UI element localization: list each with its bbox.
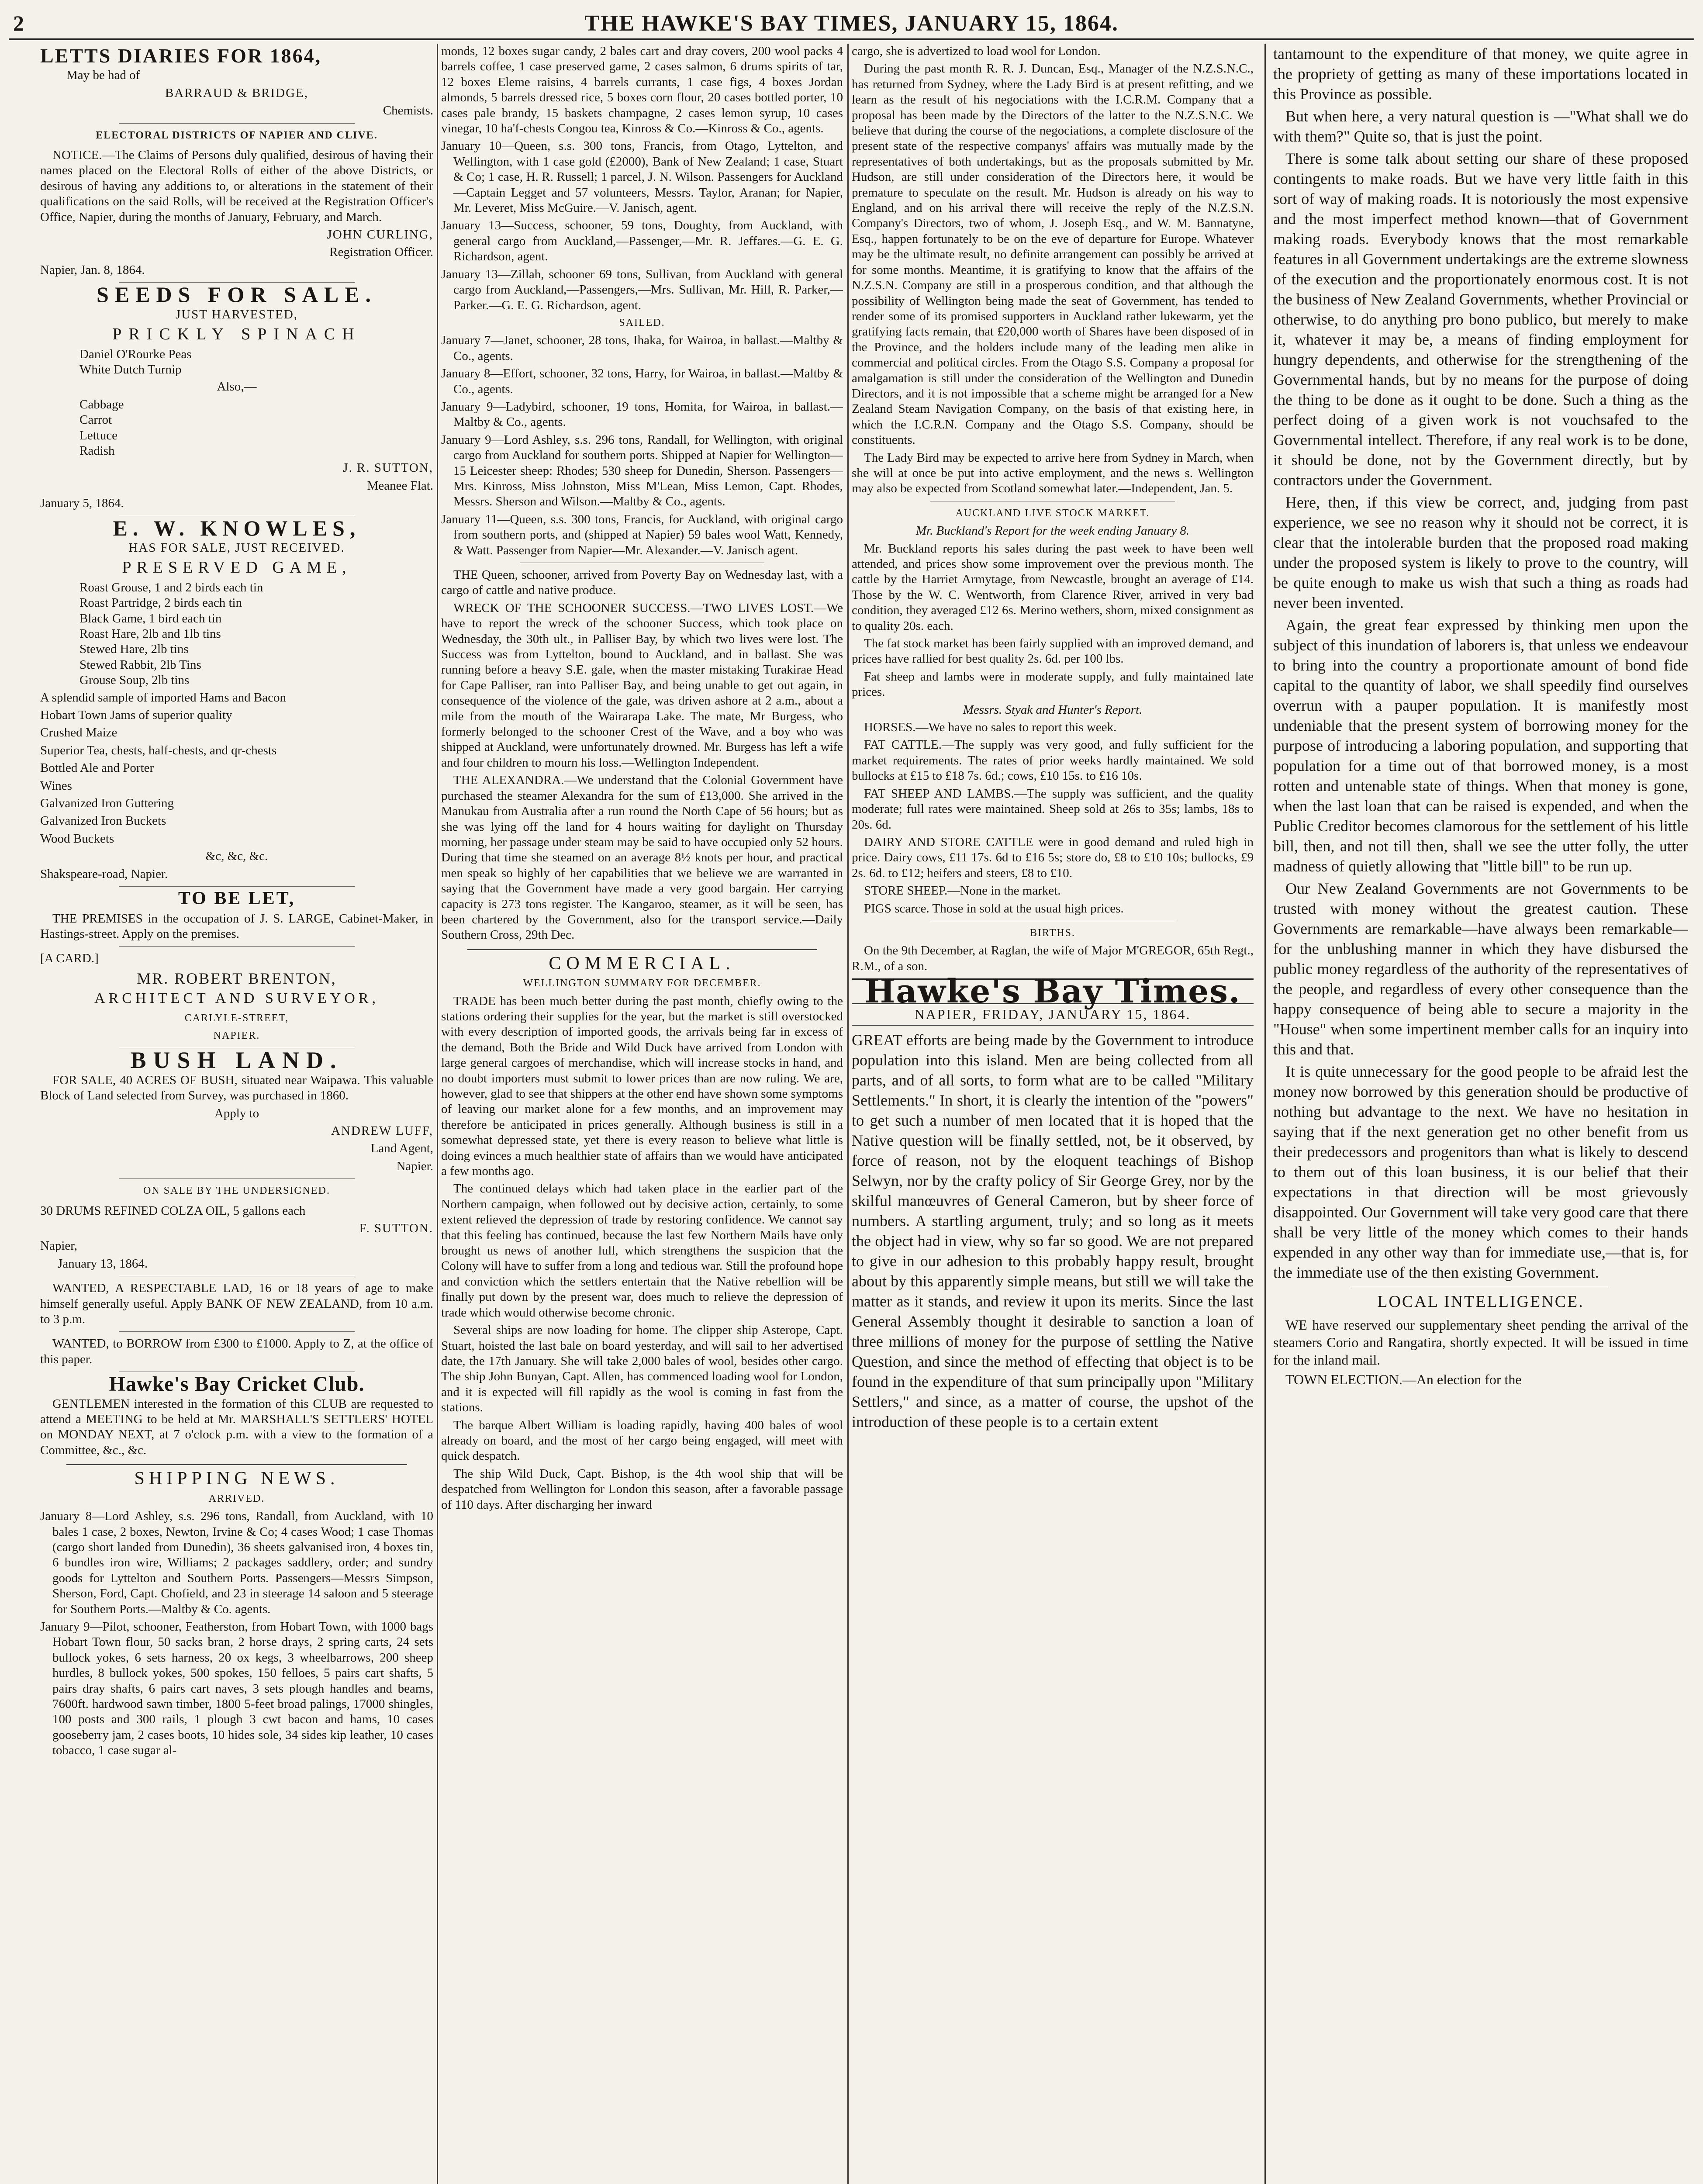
advert-text: HAS FOR SALE, JUST RECEIVED. — [128, 540, 345, 555]
advert-text: JUST HARVESTED, — [175, 307, 298, 321]
shipping-entry: January 9—Lord Ashley, s.s. 296 tons, Randall, for Wellington, with original cargo from Auckland for southern ports. Shipped at Napier for Wellington—15 Leicester sheep: Rhodes; 530 sheep for Dunedin, Sherson. Passengers—Mrs. Kinross, Miss Johnston, Miss M'Lean, Miss Lemon, Capt. Rhodes, Messrs. Sherson and Wilson.—Maltby & Co., agents. — [441, 432, 843, 509]
electoral-notice — [40, 128, 433, 278]
list-item: Roast Grouse, 1 and 2 birds each tin — [79, 580, 263, 594]
advert-text: Meanee Flat. — [367, 478, 433, 493]
column-rule — [847, 44, 849, 2184]
advert-text: 30 DRUMS REFINED COLZA OIL, 5 gallons each — [40, 1203, 306, 1218]
knowles-advert — [40, 515, 433, 882]
shipping-news — [40, 1471, 433, 1758]
births-notice — [852, 926, 1254, 974]
news-paragraph: The ship Wild Duck, Capt. Bishop, is the 4th wool ship that will be despatched from Wellington for London this season, after a favorable passage of 110 days. After discharging her inward — [441, 1466, 843, 1512]
shipping-entry: January 11—Queen, s.s. 300 tons, Francis, for Auckland, with original cargo from southern ports, and (shipped at Napier) 59 bales wool Watt, Kennedy, & Watt. Passenger from Napier—Mr. Alexander.—V. Janisch agent. — [441, 512, 843, 557]
column-1 — [40, 44, 433, 2184]
news-paragraph: On the 9th December, at Raglan, the wife of Major M'GREGOR, 65th Regt., R.M., of a son. — [852, 943, 1254, 973]
separator — [119, 946, 355, 947]
advert-text: Napier, — [40, 1239, 77, 1253]
news-paragraph: The Lady Bird may be expected to arrive here from Sydney in March, when she will at once be put into active employment, and the news s. Wellington may also be expected from Scotland somewhat later.—Independent, Jan. 5. — [852, 450, 1254, 496]
column-2 — [441, 44, 843, 2184]
list-item: Cabbage — [79, 397, 124, 411]
seeds-advert — [40, 282, 433, 511]
advert-text: BARRAUD & BRIDGE, — [165, 86, 309, 100]
news-paragraph: Fat sheep and lambs were in moderate supply, and fully maintained late prices. — [852, 669, 1254, 699]
section-heading: BIRTHS. — [1030, 927, 1075, 939]
list-item: Roast Partridge, 2 birds each tin — [79, 596, 242, 610]
list-item: Wines — [40, 778, 72, 793]
news-paragraph: PIGS scarce. Those in sold at the usual high prices. — [864, 901, 1124, 916]
page-masthead — [9, 8, 1694, 40]
news-paragraph: Our New Zealand Governments are not Governments to be trusted with money without the greatest caution. These Governments are remarkable—have always been remarkable—for the unblushing manner in which they have disbursed the public money regardless of the authority of the representatives of the people, and regardless of every other consequence than the happy consequence of being able to secure a majority in the "House" when some impertinent member calls for an inquiry into this and that. — [1273, 880, 1688, 1058]
advert-heading: LETTS DIARIES FOR 1864, — [40, 45, 322, 67]
column-4 — [1273, 44, 1688, 2184]
advert-text: Chemists. — [383, 104, 433, 118]
advert-heading: SEEDS FOR SALE. — [96, 282, 377, 307]
commercial-section — [441, 953, 843, 1513]
cricket-club-advert — [40, 1372, 433, 1458]
list-item: Hobart Town Jams of superior quality — [40, 708, 232, 722]
subheading: ARRIVED. — [208, 1493, 265, 1504]
news-paragraph: Here, then, if this view be correct, and, judging from past experience, we see no reason why it should not be correct, it is clear that the intolerable burden that the proposed road making under the proposed system is likely to prove to the country, will be quite enough to make us wish that such a thing as roads had never been invented. — [1273, 494, 1688, 612]
news-paragraph: During the past month R. R. J. Duncan, Esq., Manager of the N.Z.S.N.C., has returned from Sydney, where the Lady Bird is at present refitting, and we learn as the result of his negociations with the I.C.R.M. Company that a proposal has been made by the Directors of the latter to the N.Z.S.N.C. We believe that during the course of the negociations, a complete disclosure of the present state of the respective companys' affairs was mutually made by the representatives of both undertakings, but as the proposals submitted by Mr. Hudson, are still under consideration of the Directors here, it would be premature to speculate on the result. Mr. Hudson is already on his way to England, and on his arrival there will receive the reply of the N.Z.S.N. Company's Directors, two of whom, J. Joseph Esq., and W. M. Bannatyne, Esq., happen fortunately to be on the eve of departure for Europe. Whatever may be the ultimate result, no definite arrangement can possibly be arrived at for some months. Meantime, it is gratifying to know that the affairs of the N.Z.S.N. Company are still in a prosperous condition, and that although the possibility of Wellington being made the seat of Government, has tended to render some of its promised supporters in Auckland rather lukewarm, yet the gratifying facts remain, that £20,000 worth of Shares have been disposed of in the Province, and the holders include many of the leading men alike in commercial and political circles. From the Otago S.S. Company a proposal for amalgamation is still under the consideration of the Wellington and Dunedin Directors, and it is not impossible that a scheme might be arranged for a New Zealand Steam Navigation Company, on the basis of that existing here, in which the I.C.R.N. Company and the Otago S.S. Company, should be constituents. — [852, 62, 1254, 447]
page-number: 2 — [13, 11, 24, 35]
news-paragraph: DAIRY AND STORE CATTLE were in good demand and ruled high in price. Dairy cows, £11 17s. 6d to £16 5s; store do, £8 to £10 10s; bullocks, £9 2s. 6d. to £12; heifers and steers, £8 to £10. — [852, 835, 1254, 880]
news-paragraph: The continued delays which had taken place in the earlier part of the Northern campaign, when followed out by decisive action, certainly, to some extent relieved the depression of trade by restoring confidence. We cannot say that this feeling has continued, because the last few Northern Mails have only brought us news of another lull, which strengthens the suspicion that the Colony will have to suffer from a long and tedious war. Still the profound hope and conviction which the settlers entertain that the Native rebellion will be finally put down by the present war, does much to relieve the depression of trade which would otherwise become chronic. — [441, 1182, 843, 1320]
subheading: WELLINGTON SUMMARY FOR DECEMBER. — [523, 978, 761, 989]
advert-signer: ANDREW LUFF, — [331, 1123, 433, 1138]
news-paragraph: It is quite unnecessary for the good people to be afraid lest the money now borrowed by this generation should be productive of nothing but advantage to the next. We have no hesitation in saying that if the next generation get no other benefit from us their predecessors and progenitors than what is likely to descend to them out of this loan business, it is our belief that their expectations in that direction will be most grievously disappointed. Our Government will take very good care that there shall be very little of the money which comes to their hands expended in any other way than for immediate use,—that is, for the immediate use of the then existing Government. — [1273, 1063, 1688, 1281]
colza-oil-advert — [40, 1183, 433, 1272]
news-paragraph: WE have reserved our supplementary sheet pending the arrival of the steamers Corio and Rangatira, shortly expected. It will be issued in time for the inland mail. — [1273, 1317, 1688, 1368]
brenton-card — [40, 951, 433, 1044]
list-item: Roast Hare, 2lb and 1lb tins — [79, 627, 221, 641]
news-paragraph: There is some talk about setting our share of these proposed contingents to make roads. But we have very little faith in this sort of way of making roads. It is notoriously the most expensive and the most imperfect method known—that of Government making roads. Everybody knows that the most remarkable features in all Government undertakings are the extreme slowness of the execution and the proportionately enormous cost. It is not the business of New Zealand Governments, whether Provincial or otherwise, to do anything pro bono publico, but merely to make it, whatever it may be, a means of finding employment for hungry dependents, and otherwise for the strengthening of the Governmental hands, but by no means for the purpose of doing the thing to be done as it ought to be done. Such a thing as the perfect doing of a given work is not vouchsafed to the Governmental intellect. Therefore, if any real work is to be done, it should be done, not by the Government directly, but by contractors under the Government. — [1273, 150, 1688, 489]
wanted-borrow-advert: WANTED, to BORROW from £300 to £1000. Apply to Z, at the office of this paper. — [40, 1337, 433, 1366]
to-let-advert — [40, 888, 433, 942]
news-paragraph: Mr. Buckland reports his sales during the past week to have been well attended, and prices show some improvement over the previous month. The cattle by the Harriet Armytage, from Newcastle, brought an average of £14. Those by the W. C. Wentworth, from Clarence River, arrived in very bad condition, they averaged £12 6s. Merino wethers, shorn, mixed consignment as to quality 20s. each. — [852, 541, 1254, 633]
news-paragraph: Again, the great fear expressed by thinking men upon the subject of this inundation of laborers is, that unless we endeavour to bring into the country a proportionate amount of bond fide capital to the quantity of labor, we shall speedily find ourselves overrun with a pauper population. It is manifestly most undeniable that the present system of borrowing money for the purpose of introducing a laboring population, and supporting that population for a time out of that borrowed money, is a most rotten and untenable state of things. When that money is gone, when the last loan that can be raised is expended, and when the Public Creditor becomes clamorous for the settlement of his little bill, then, and not till then, shall we see the utter folly, the utter madness of quietly allowing that "little bill" to be run up. — [1273, 616, 1688, 875]
local-intelligence — [1273, 1292, 1688, 1388]
list-item: Daniel O'Rourke Peas — [79, 347, 192, 361]
shipping-entry: January 13—Zillah, schooner 69 tons, Sullivan, from Auckland with general cargo from Auckland,—Passengers,—Mrs. Sullivan, Mr. Hill, R. Parker,—Parker.—G. E. G. Richardson, agent. — [441, 267, 843, 312]
list-item: Shakspeare-road, Napier. — [40, 867, 168, 881]
news-paragraph: Several ships are now loading for home. The clipper ship Asterope, Capt. Stuart, hoisted the last bale on board yesterday, and will sail to her advertised date, the 17th January. She will take 2,000 bales of wool, besides other cargo. The ship John Bunyan, Capt. Allen, has commenced loading wool for London, and it is expected will fill rapidly as the wool is coming in fast from the stations. — [441, 1323, 843, 1415]
advert-date: January 5, 1864. — [40, 496, 124, 511]
leading-article — [852, 1030, 1254, 1432]
subheading: Messrs. Styak and Hunter's Report. — [963, 702, 1143, 717]
advert-signer: JOHN CURLING, — [327, 228, 433, 242]
separator — [119, 1178, 355, 1179]
list-item: Bottled Ale and Porter — [40, 761, 154, 775]
list-item: Wood Buckets — [40, 831, 114, 846]
advert-text: FOR SALE, 40 ACRES OF BUSH, situated near Waipawa. This valuable Block of Land selected from Survey, was purchased in 1860. — [40, 1073, 433, 1103]
section-heading: LOCAL INTELLIGENCE. — [1377, 1292, 1584, 1311]
news-paragraph: TOWN ELECTION.—An election for the — [1285, 1372, 1522, 1387]
section-heading: AUCKLAND LIVE STOCK MARKET. — [955, 507, 1150, 519]
advert-heading: E. W. KNOWLES, — [113, 515, 361, 540]
advert-text: [A CARD.] — [40, 951, 99, 966]
advert-signer: F. SUTTON. — [359, 1221, 433, 1235]
shipping-entry: January 7—Janet, schooner, 28 tons, Ihaka, for Wairoa, in ballast.—Maltby & Co., agents. — [441, 333, 843, 363]
advert-text: May be had of — [66, 68, 140, 83]
newspaper-title-line: THE HAWKE'S BAY TIMES, JANUARY 15, 1864. — [584, 11, 1119, 36]
advert-text: NOTICE.—The Claims of Persons duly qualified, desirous of having their names placed on the Electoral Rolls of either of the above Districts, or desirous of having any additions to, or alterations in the statement of their qualifications on the said Rolls, will be received at the Registration Officer's Office, Napier, during the months of January, February, and March. — [40, 148, 433, 224]
advert-text: Land Agent, — [370, 1141, 433, 1156]
issue-dateline: NAPIER, FRIDAY, JANUARY 15, 1864. — [852, 1003, 1254, 1026]
list-item: Black Game, 1 bird each tin — [79, 611, 222, 625]
news-paragraph: HORSES.—We have no sales to report this week. — [864, 720, 1117, 735]
livestock-market — [852, 506, 1254, 916]
letts-advert — [40, 45, 433, 119]
subheading: SAILED. — [619, 317, 665, 328]
advert-text: Also,— — [217, 380, 257, 394]
advert-heading: MR. ROBERT BRENTON, — [137, 969, 337, 987]
separator — [119, 123, 355, 124]
news-paragraph: FAT CATTLE.—The supply was very good, and fully sufficient for the market requirements. The rates of prior weeks hardly maintained. We sold bullocks at £15 to £18 7s. 6d.; cows, £10 15s. to £16 10s. — [852, 738, 1254, 783]
advert-heading: ELECTORAL DISTRICTS OF NAPIER AND CLIVE. — [96, 129, 378, 141]
news-paragraph: FAT SHEEP AND LAMBS.—The supply was sufficient, and the quality moderate; full rates were maintained. Sheep sold at 26s to 35s; lambs, 18s to 20s. 6d. — [852, 786, 1254, 832]
column-rule — [1264, 44, 1266, 2184]
advert-date: Napier, Jan. 8, 1864. — [40, 263, 145, 277]
separator — [119, 1331, 355, 1332]
list-item: Stewed Rabbit, 2lb Tins — [79, 657, 201, 672]
separator — [119, 886, 355, 887]
shipping-entry: January 13—Success, schooner, 59 tons, Doughty, from Auckland, with general cargo from Auckland,—Passenger,—Mr. R. Jeffares.—G. E. G. Richardson, agent. — [441, 218, 843, 264]
advert-heading: Hawke's Bay Cricket Club. — [109, 1372, 365, 1396]
shipping-entry: January 9—Pilot, schooner, Featherston, from Hobart Town, with 1000 bags Hobart Town flour, 50 sacks bran, 2 horse drays, 2 spring carts, 24 sets bullock yokes, 6 sets harness, 20 ox kegs, 3 wheelbarrows, 200 sheep hurdles, 8 bullock yokes, 500 spokes, 150 felloes, 5 pairs cart shafts, 5 pairs dray shafts, 6 pairs cart naves, 3 sets plough handles and beams, 7600ft. hardwood sawn timber, 1800 5-feet broad palings, 17000 shingles, 100 posts and 300 rails, 1 plough 3 cwt bacon and hams, 10 cases gooseberry jam, 2 cases boots, 10 hides sole, 34 sides kip leather, 10 cases tobacco, 1 case sugar al- — [40, 1619, 433, 1758]
list-item: Galvanized Iron Buckets — [40, 814, 166, 828]
list-item: A splendid sample of imported Hams and Bacon — [40, 690, 286, 705]
shipping-entry: January 8—Lord Ashley, s.s. 296 tons, Randall, from Auckland, with 10 bales 1 case, 2 boxes, Newton, Irvine & Co; 4 cases Wood; 1 case Thomas (cargo short landed from Dunedin), 36 sheets galvanised iron, 4 boxes tin, 6 bundles iron wire, Williams; 2 packages saddlery, order; and sundry goods for Lyttelton and Southern Ports. Passengers—Messrs Simpson, Sherson, Ford, Capt. Chofield, and 23 in steerage 14 saloon and 5 steerage for Southern Ports.—Maltby & Co. agents. — [40, 1509, 433, 1616]
advert-text: PRESERVED GAME, — [122, 558, 352, 577]
news-paragraph: THE Queen, schooner, arrived from Poverty Bay on Wednesday last, with a cargo of cattle and native produce. — [441, 568, 843, 598]
separator — [467, 949, 817, 950]
news-paragraph: WRECK OF THE SCHOONER SUCCESS.—TWO LIVES LOST.—We have to report the wreck of the schooner Success, which took place on Wednesday, the 30th ult., in Palliser Bay, by which two lives were lost. The Success was from Lyttelton, bound to Auckland, and in ballast. She was running before a heavy S.E. gale, when the master mistaking Turakirae Head for Cape Palliser, ran into Palliser Bay, and being unable to get out again, in consequence of the violence of the gale, was driven ashore at 2 a.m., about a mile from the mouth of the Wairarapa Lake. The mate, Mr Burgess, who formerly belonged to the schooner Crest of the Wave, and a boy who was shipped at Auckland, were unfortunately drowned. Mr. Burgess has left a wife and four children to mourn his loss.—Wellington Independent. — [441, 601, 843, 770]
section-heading: COMMERCIAL. — [549, 953, 736, 974]
bush-land-advert — [40, 1047, 433, 1174]
list-item: Carrot — [79, 413, 112, 427]
advert-text: NAPIER. — [213, 1030, 260, 1041]
news-paragraph: But when here, a very natural question is —"What shall we do with them?" Quite so, that is just the point. — [1273, 107, 1688, 145]
list-item: Crushed Maize — [40, 726, 117, 740]
advert-heading: TO BE LET, — [178, 888, 296, 909]
newspaper-nameplate: Hawke's Bay Times. — [864, 973, 1241, 1011]
advert-text: GENTLEMEN interested in the formation of this CLUB are requested to attend a MEETING to be held at Mr. MARSHALL'S SETTLERS' HOTEL on MONDAY NEXT, at 7 o'clock p.m. with a view to the formation of a Committee, &c., &c. — [40, 1396, 433, 1457]
list-item: &c, &c, &c. — [205, 849, 268, 864]
column-3 — [852, 44, 1254, 2184]
advert-text: CARLYLE-STREET, — [184, 1012, 289, 1024]
advert-text: Apply to — [214, 1106, 259, 1120]
shipping-entry: January 8—Effort, schooner, 32 tons, Harry, for Wairoa, in ballast.—Maltby & Co., agents. — [441, 366, 843, 396]
list-item: Galvanized Iron Guttering — [40, 796, 174, 811]
advert-text: Registration Officer. — [329, 245, 433, 259]
section-heading: SHIPPING NEWS. — [134, 1469, 339, 1489]
news-paragraph: GREAT efforts are being made by the Government to introduce population into this island. Men are being collected from all parts, and of all sorts, to form what are to be called "Military Settlements." In short, it is clearly the intention of the "powers" to get such a number of men located that it is hoped that the Native question will be finally settled, not, be it observed, by force of reason, not by the eloquent teachings of Bishop Selwyn, nor by the crafty policy of Sir George Grey, nor by the skilful manœuvres of General Cameron, but by sheer force of numbers. A startling argument, truly; and so long as it meets the object had in view, why so far so good. We are not prepared to give in our adhesion to this probably happy result, brought about by this apparently simple means, but still we will take the matter as it stands, and review it upon its merits. Since the last General Assembly thought it desirable to sanction a loan of three millions of money for the purpose of settling the Native Question, and since the method of effecting that object is to be found in the expenditure of that sum principally upon "Military Settlers," and since, as a matter of course, the upshot of the introduction of these people is to a certain extent — [852, 1031, 1254, 1431]
news-paragraph: tantamount to the expenditure of that money, we quite agree in the propriety of getting as many of these importations located in this Province as possible. — [1273, 45, 1688, 103]
news-paragraph: THE ALEXANDRA.—We understand that the Colonial Government have purchased the steamer Alexandra for the sum of £13,000. She arrived in the Manukau from Australia after a run round the North Cape of 56 hours; but as she was lying off the land for 4 hours waiting for daylight on Thursday morning, her passage under steam may be said to have occupied only 52 hours. During that time she steamed on an average 8½ knots per hour, and practical men speak so highly of her capabilities that we believe we are warranted in saying that the Government have made a very good bargain. Her carrying capacity is 273 tons register. The Kangaroo, steamer, as it will be seen, has been chartered by the Government, also for the transport service.—Daily Southern Cross, 29th Dec. — [441, 773, 843, 942]
separator — [66, 1464, 407, 1465]
shipping-entry: January 10—Queen, s.s. 300 tons, Francis, from Otago, Lyttelton, and Wellington, with 1 case gold (£2000), Bank of New Zealand; 1 case, Stuart & Co; 1 case, H. R. Russell; 1 parcel, J. N. Wilson. Passengers for Auckland—Captain Legget and 57 volunteers, Messrs. Taylor, Aranan; for Napier, Mr. Leveret, Miss McGuire.—V. Janisch, agent. — [441, 139, 843, 215]
news-paragraph: STORE SHEEP.—None in the market. — [864, 884, 1061, 898]
column-rule — [437, 44, 438, 2184]
list-item: White Dutch Turnip — [79, 362, 182, 377]
news-paragraph: cargo, she is advertized to load wool for London. — [852, 44, 1101, 58]
advert-heading: BUSH LAND. — [130, 1047, 343, 1074]
news-paragraph: The fat stock market has been fairly supplied with an improved demand, and prices have rallied for best quality 2s. 6d. per 100 lbs. — [852, 636, 1254, 666]
shipping-entry: January 9—Ladybird, schooner, 19 tons, Homita, for Wairoa, in ballast.—Maltby & Co., agents. — [441, 399, 843, 429]
advert-text: ARCHITECT AND SURVEYOR, — [94, 990, 379, 1007]
advert-heading: ON SALE BY THE UNDERSIGNED. — [143, 1185, 330, 1197]
advert-text: PRICKLY SPINACH — [112, 325, 361, 344]
advert-date: January 13, 1864. — [58, 1256, 148, 1271]
list-item: Lettuce — [79, 428, 117, 442]
list-item: Grouse Soup, 2lb tins — [79, 673, 190, 688]
news-paragraph: The barque Albert William is loading rapidly, having 400 bales of wool already on board, and the most of her cargo being engaged, will meet with quick despatch. — [441, 1418, 843, 1463]
wanted-lad-advert: WANTED, A RESPECTABLE LAD, 16 or 18 years of age to make himself generally useful. Apply BANK OF NEW ZEALAND, from 10 a.m. to 3 p.m. — [40, 1281, 433, 1327]
list-item: Radish — [79, 443, 115, 458]
advert-signer: J. R. SUTTON, — [343, 461, 433, 475]
list-item: Superior Tea, chests, half-chests, and qr-chests — [40, 743, 277, 757]
news-paragraph: TRADE has been much better during the past month, chiefly owing to the stations ordering their supplies for the year, but the market is still overstocked with every description of imported goods, the arrivals being far in excess of the demand, Both the Bride and Wild Duck have arrived from London with large general cargoes of merchandise, which will increase stocks in hand, and no doubt importers must submit to lower prices than are now ruling. We are, however, glad to see that shippers at the other end have shown some symptoms of leaving our market alone for a few months, and an improvement may therefore be anticipated in prices generally. Although business is still in a somewhat depressed state, yet there is every reason to believe what little is doing evinces a much healthier state of affairs than we would have anticipated a few months ago. — [441, 994, 843, 1178]
list-item: Stewed Hare, 2lb tins — [79, 642, 189, 657]
subheading: Mr. Buckland's Report for the week ending January 8. — [915, 524, 1190, 538]
shipping-entry: monds, 12 boxes sugar candy, 2 bales cart and dray covers, 200 wool packs 4 barrels coffee, 1 case preserved game, 2 cases salmon, 6 drums spirits of tar, 12 boxes Eleme raisins, 4 barrels currants, 1 case figs, 4 boxes Jordan almonds, 5 barrels dressed rice, 5 boxes corn flour, 20 cases bottled porter, 10 cases pale brandy, 15 baskets champagne, 2 cases lemon syrup, 10 cases vinegar, 10 ha'f-chests Congou tea, Kinross & Co.—Kinross & Co., agents. — [441, 44, 843, 136]
advert-text: Napier. — [396, 1159, 433, 1173]
advert-text: THE PREMISES in the occupation of J. S. LARGE, Cabinet-Maker, in Hastings-street. Apply on the premises. — [40, 911, 433, 941]
